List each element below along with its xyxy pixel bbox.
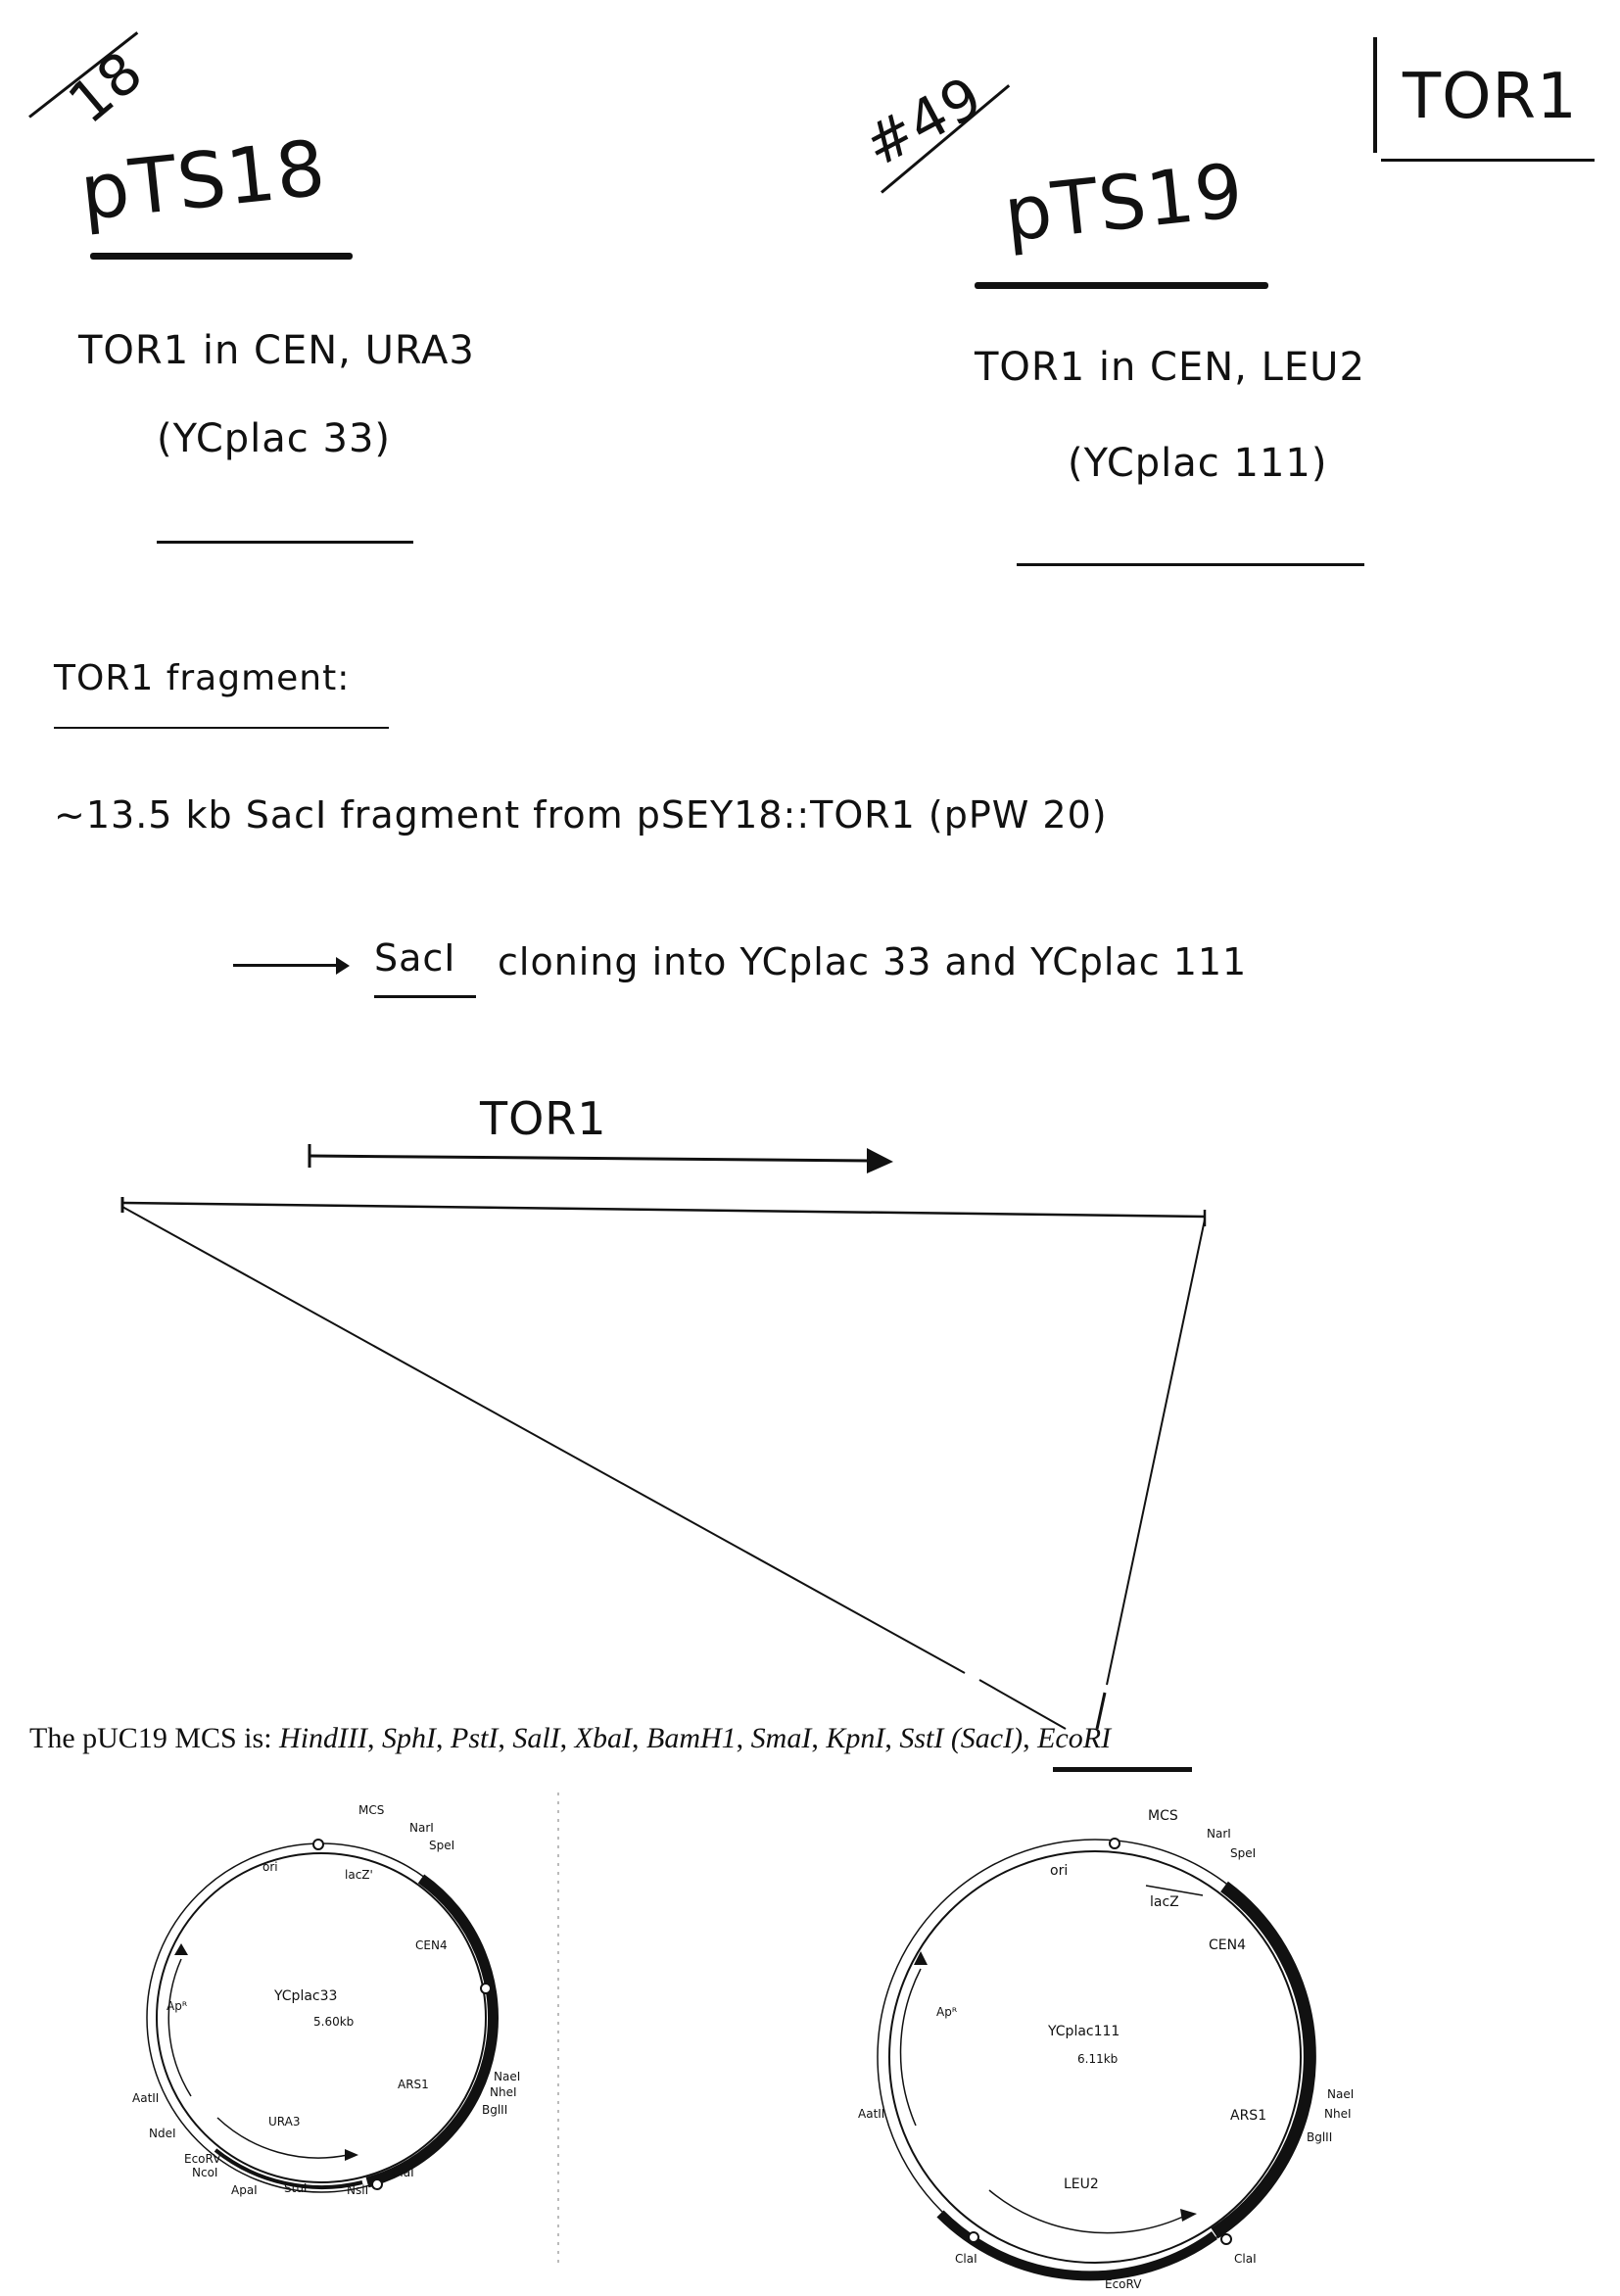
ycplac33-nar-label: NarI (409, 1821, 434, 1835)
left-number-label: 18 (56, 37, 156, 137)
ycplac33-apa-label: ApaI (231, 2183, 258, 2197)
ycplac33-nco-label: NcoI (192, 2166, 218, 2179)
right-number-label: #49 (853, 63, 994, 180)
ycplac33-cla-label: ClaI (392, 2166, 414, 2179)
mcs-site: SphI (382, 1722, 437, 1754)
ycplac111-ecorv-label: EcoRV (1105, 2277, 1142, 2291)
ycplac33-nhe-label: NheI (490, 2085, 517, 2099)
ycplac111-cla1-label: ClaI (955, 2252, 977, 2266)
left-plasmid-description: TOR1 in CEN, URA3 (78, 328, 475, 373)
mcs-site: HindIII (279, 1722, 368, 1754)
ycplac111-aat-label: AatII (858, 2107, 885, 2121)
ycplac111-name: YCplac111 (1048, 2024, 1120, 2039)
ycplac111-cla2-label: ClaI (1234, 2252, 1257, 2266)
ycplac33-ori-label: ori (262, 1860, 278, 1874)
ycplac33-nsi-label: NsiI (347, 2183, 369, 2197)
ycplac111-lacz-label: lacZ (1150, 1894, 1179, 1910)
ycplac33-nae-label: NaeI (494, 2070, 521, 2083)
fragment-description: ~13.5 kb SacI fragment from pSEY18::TOR1 (pPW 20) (54, 793, 1108, 837)
mcs-site: XbaI (574, 1722, 632, 1754)
corner-tor1-label: TOR1 (1403, 61, 1578, 133)
ycplac33-ap-label: Apᴿ (167, 1999, 188, 2013)
mcs-site: KpnI (826, 1722, 885, 1754)
right-vector-name: (YCplac 111) (1068, 441, 1328, 486)
ycplac111-bgl-label: BglII (1307, 2130, 1333, 2144)
ycplac111-nhe-label: NheI (1324, 2107, 1352, 2121)
left-vector-name: (YCplac 33) (157, 416, 392, 461)
ycplac33-ecorv-label: EcoRV (184, 2152, 221, 2166)
mcs-sentence: The pUC19 MCS is: HindIII, SphI, PstI, SalI, XbaI, BamH1, SmaI, KpnI, SstI (SacI), EcoRI (29, 1722, 1112, 1754)
ycplac111-leu-label: LEU2 (1064, 2176, 1099, 2192)
ycplac33-ura-label: URA3 (268, 2115, 301, 2129)
ycplac111-nar-label: NarI (1207, 1827, 1231, 1841)
cloning-description: cloning into YCplac 33 and YCplac 111 (498, 940, 1248, 983)
ycplac33-mcs-label: MCS (358, 1803, 385, 1817)
left-plasmid-name: pTS18 (75, 124, 330, 238)
ycplac33-size: 5.60kb (313, 2015, 355, 2029)
mcs-prefix: The pUC19 MCS is: (29, 1722, 280, 1754)
ycplac33-bgl-label: BglII (482, 2103, 508, 2117)
ycplac33-cen-label: CEN4 (415, 1938, 448, 1952)
mcs-site: BamH1 (646, 1722, 737, 1754)
ycplac111-spe-label: SpeI (1230, 1846, 1257, 1860)
mcs-site: SmaI (750, 1722, 812, 1754)
fragment-heading: TOR1 fragment: (54, 658, 351, 698)
ycplac111-cen-label: CEN4 (1209, 1937, 1247, 1953)
mcs-site: SalI (512, 1722, 560, 1754)
ycplac111-size: 6.11kb (1077, 2052, 1119, 2066)
ycplac33-stu-label: StuI (284, 2181, 308, 2195)
cloning-site-label: SacI (374, 936, 456, 980)
ycplac111-ars-label: ARS1 (1230, 2108, 1267, 2124)
mcs-site: EcoRI (1037, 1722, 1112, 1754)
ycplac111-nae-label: NaeI (1327, 2087, 1355, 2101)
ycplac33-nde-label: NdeI (149, 2127, 176, 2140)
ycplac111-ap-label: Apᴿ (936, 2005, 958, 2019)
ycplac111-ori-label: ori (1050, 1863, 1069, 1879)
ycplac33-name: YCplac33 (274, 1988, 338, 2004)
mcs-site-sacI: SstI (SacI) (899, 1722, 1024, 1754)
ycplac33-aat-label: AatII (132, 2091, 160, 2105)
right-plasmid-name: pTS19 (1000, 146, 1248, 259)
right-plasmid-description: TOR1 in CEN, LEU2 (975, 345, 1365, 390)
ycplac111-mcs-label: MCS (1148, 1808, 1178, 1824)
mcs-site: PstI (451, 1722, 499, 1754)
fragment-gene-label: TOR1 (480, 1092, 607, 1145)
ycplac33-lacz-label: lacZ' (345, 1868, 373, 1882)
ycplac33-ars-label: ARS1 (398, 2078, 429, 2091)
ycplac33-spe-label: SpeI (429, 1839, 455, 1852)
